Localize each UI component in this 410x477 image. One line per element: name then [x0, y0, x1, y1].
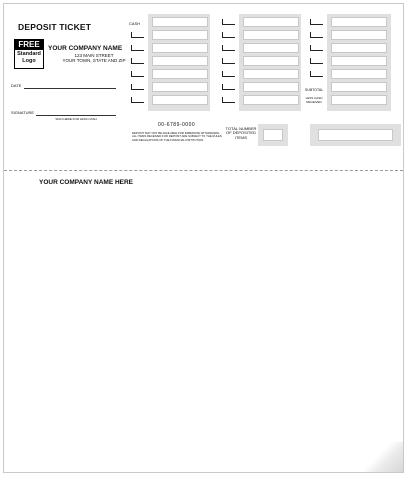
item-tick-col2-row1	[222, 19, 235, 25]
total-amount-box	[310, 124, 401, 146]
amount-cell-col3-row3[interactable]	[331, 43, 387, 53]
form-title: DEPOSIT TICKET	[18, 22, 92, 32]
signature-label: SIGNATURE	[11, 110, 35, 115]
company-street: 123 MAIN STREET	[74, 53, 114, 58]
date-line[interactable]	[24, 88, 116, 89]
amount-cell-col2-row7[interactable]	[243, 95, 299, 105]
subtotal-label: SUBTOTAL	[305, 88, 324, 92]
amount-cell-col2-row4[interactable]	[243, 56, 299, 66]
item-tick-col1-row4	[131, 58, 144, 64]
perforation-line	[4, 170, 403, 171]
item-tick-col2-row6	[222, 84, 235, 90]
item-tick-col3-row4	[310, 58, 323, 64]
signature-note: SIGN HERE FOR LESS CASH	[55, 117, 97, 121]
page-curl	[363, 442, 403, 472]
fine-print: DEPOSIT MAY NOT BE AVAILABLE FOR IMMEDIATE WITHDRAWAL. ALL ITEMS RECEIVED FOR DEPOSIT ARE SUBJECT TO THE RULES AND REGULATIONS OF THE FINANCIAL INSTITUTION.	[132, 131, 222, 142]
item-tick-col3-row3	[310, 45, 323, 51]
item-tick-col2-row2	[222, 32, 235, 38]
amount-cell-col3-row5[interactable]	[331, 69, 387, 79]
logo-logo-text: Logo	[22, 57, 36, 64]
date-label: DATE	[11, 83, 22, 88]
item-tick-col2-row5	[222, 71, 235, 77]
amount-cell-col1-row7[interactable]	[152, 95, 208, 105]
less-cash-label: LESS CASH RECEIVED	[305, 96, 323, 104]
amount-cell-col2-row1[interactable]	[243, 17, 299, 27]
item-tick-col1-row6	[131, 84, 144, 90]
amount-cell-col3-row4[interactable]	[331, 56, 387, 66]
total-items-box	[258, 124, 288, 146]
company-name: YOUR COMPANY NAME	[48, 45, 123, 52]
item-tick-col1-row7	[131, 97, 144, 103]
company-city-state-zip: YOUR TOWN, STATE AND ZIP	[62, 58, 126, 63]
total-amount-field[interactable]	[318, 129, 393, 141]
amount-cell-col2-row2[interactable]	[243, 30, 299, 40]
item-tick-col2-row3	[222, 45, 235, 51]
amount-cell-col2-row6[interactable]	[243, 82, 299, 92]
amount-cell-col3-row7[interactable]	[331, 95, 387, 105]
logo-free-text: FREE	[15, 40, 43, 50]
amount-cell-col1-row1[interactable]	[152, 17, 208, 27]
item-tick-col1-row3	[131, 45, 144, 51]
amount-cell-col2-row5[interactable]	[243, 69, 299, 79]
total-items-field[interactable]	[263, 129, 283, 141]
item-tick-col3-row1	[310, 19, 323, 25]
stub-company-name: YOUR COMPANY NAME HERE	[39, 179, 134, 186]
item-tick-col3-row5	[310, 71, 323, 77]
signature-line[interactable]	[36, 115, 116, 116]
item-tick-col2-row4	[222, 58, 235, 64]
deposit-ticket-sheet	[3, 3, 404, 473]
total-items-label: TOTAL NUMBER OF DEPOSITED ITEMS	[225, 126, 257, 140]
amount-cell-col1-row2[interactable]	[152, 30, 208, 40]
amount-cell-col3-row1[interactable]	[331, 17, 387, 27]
item-tick-col2-row7	[222, 97, 235, 103]
amount-cell-col2-row3[interactable]	[243, 43, 299, 53]
logo-standard-text: Standard	[17, 51, 41, 57]
logo-placeholder	[14, 39, 44, 69]
cash-label: CASH	[129, 21, 141, 26]
item-tick-col1-row2	[131, 32, 144, 38]
amount-cell-col1-row3[interactable]	[152, 43, 208, 53]
amount-cell-col1-row5[interactable]	[152, 69, 208, 79]
amount-cell-col1-row6[interactable]	[152, 82, 208, 92]
amount-cell-col3-row6[interactable]	[331, 82, 387, 92]
item-tick-col1-row5	[131, 71, 144, 77]
amount-cell-col1-row4[interactable]	[152, 56, 208, 66]
item-tick-col3-row2	[310, 32, 323, 38]
micr-number: 00-6789-0000	[158, 122, 196, 128]
amount-cell-col3-row2[interactable]	[331, 30, 387, 40]
